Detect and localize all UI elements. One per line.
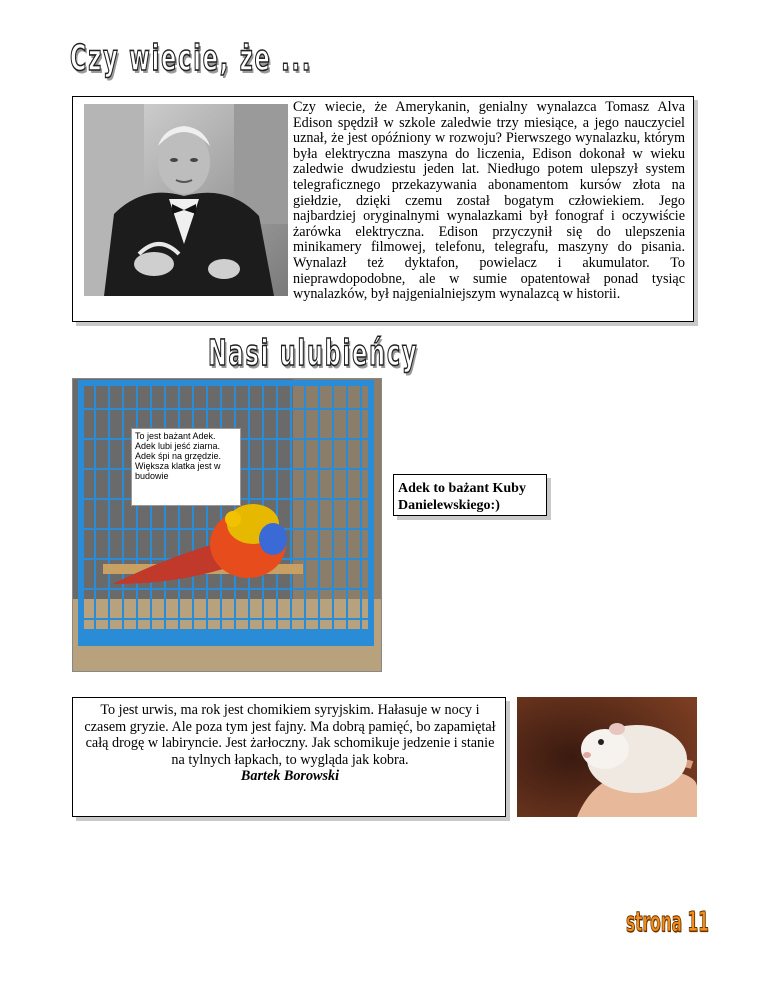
page-number: strona 11 [626,905,709,938]
pheasant-cage-photo [72,378,382,672]
section-heading-did-you-know: Czy wiecie, że ... [70,38,313,79]
edison-photo [84,104,288,296]
pheasant-note: To jest bażant Adek. Adek lubi jeść ziarna. Adek śpi na grzędzie. Większa klatka jest w budowie [131,428,241,506]
hamster-article [80,702,500,785]
hamster-article-text: To jest urwis, ma rok jest chomikiem syryjskim. Hałasuje w nocy i czasem gryzie. Ale poza tym jest fajny. Ma dobrą pamięć, bo zapamiętał całą drogę w labiryncie. Jest żarłoczny. Jak schomikuje jedzenie i stanie na tylnych łapkach, to wygląda jak kobra. [84,702,496,768]
pheasant-caption: Adek to bażant Kuby Danielewskiego:) [398,481,526,513]
edison-article-text: Czy wiecie, że Amerykanin, genialny wynalazca Tomasz Alva Edison spędził w szkole zaledwie trzy miesiące, a jego nauczyciel uznał, że jest opóźniony w rozwoju? Pierwszego wynalazku, którym była elektryczna maszyna do liczenia, Edison dokonał w wieku zaledwie dwudziestu jeden lat. Niedługo potem ulepszył system telegraficznego przekazywania abonamentom kursów złota na giełdzie, dzięki czemu został bogatym człowiekiem. Jego najbardziej oryginalnymi wynalazkami był fonograf i oczywiście żarówka elektryczna. Edison przyczynił się do ulepszenia minikamery filmowej, telefonu, telegrafu, maszyny do pisania. Wynalazł też dyktafon, powielacz i akumulator. To nieprawdopodobne, ale w sumie opatentował ponad tysiąc wynalazków, był najgenialniejszym wynalazcą w historii. [293,99,685,303]
hamster-article-author: Bartek Borowski [240,768,340,784]
section-heading-our-pets: Nasi ulubieńcy [208,333,419,374]
hamster-photo [517,697,697,817]
